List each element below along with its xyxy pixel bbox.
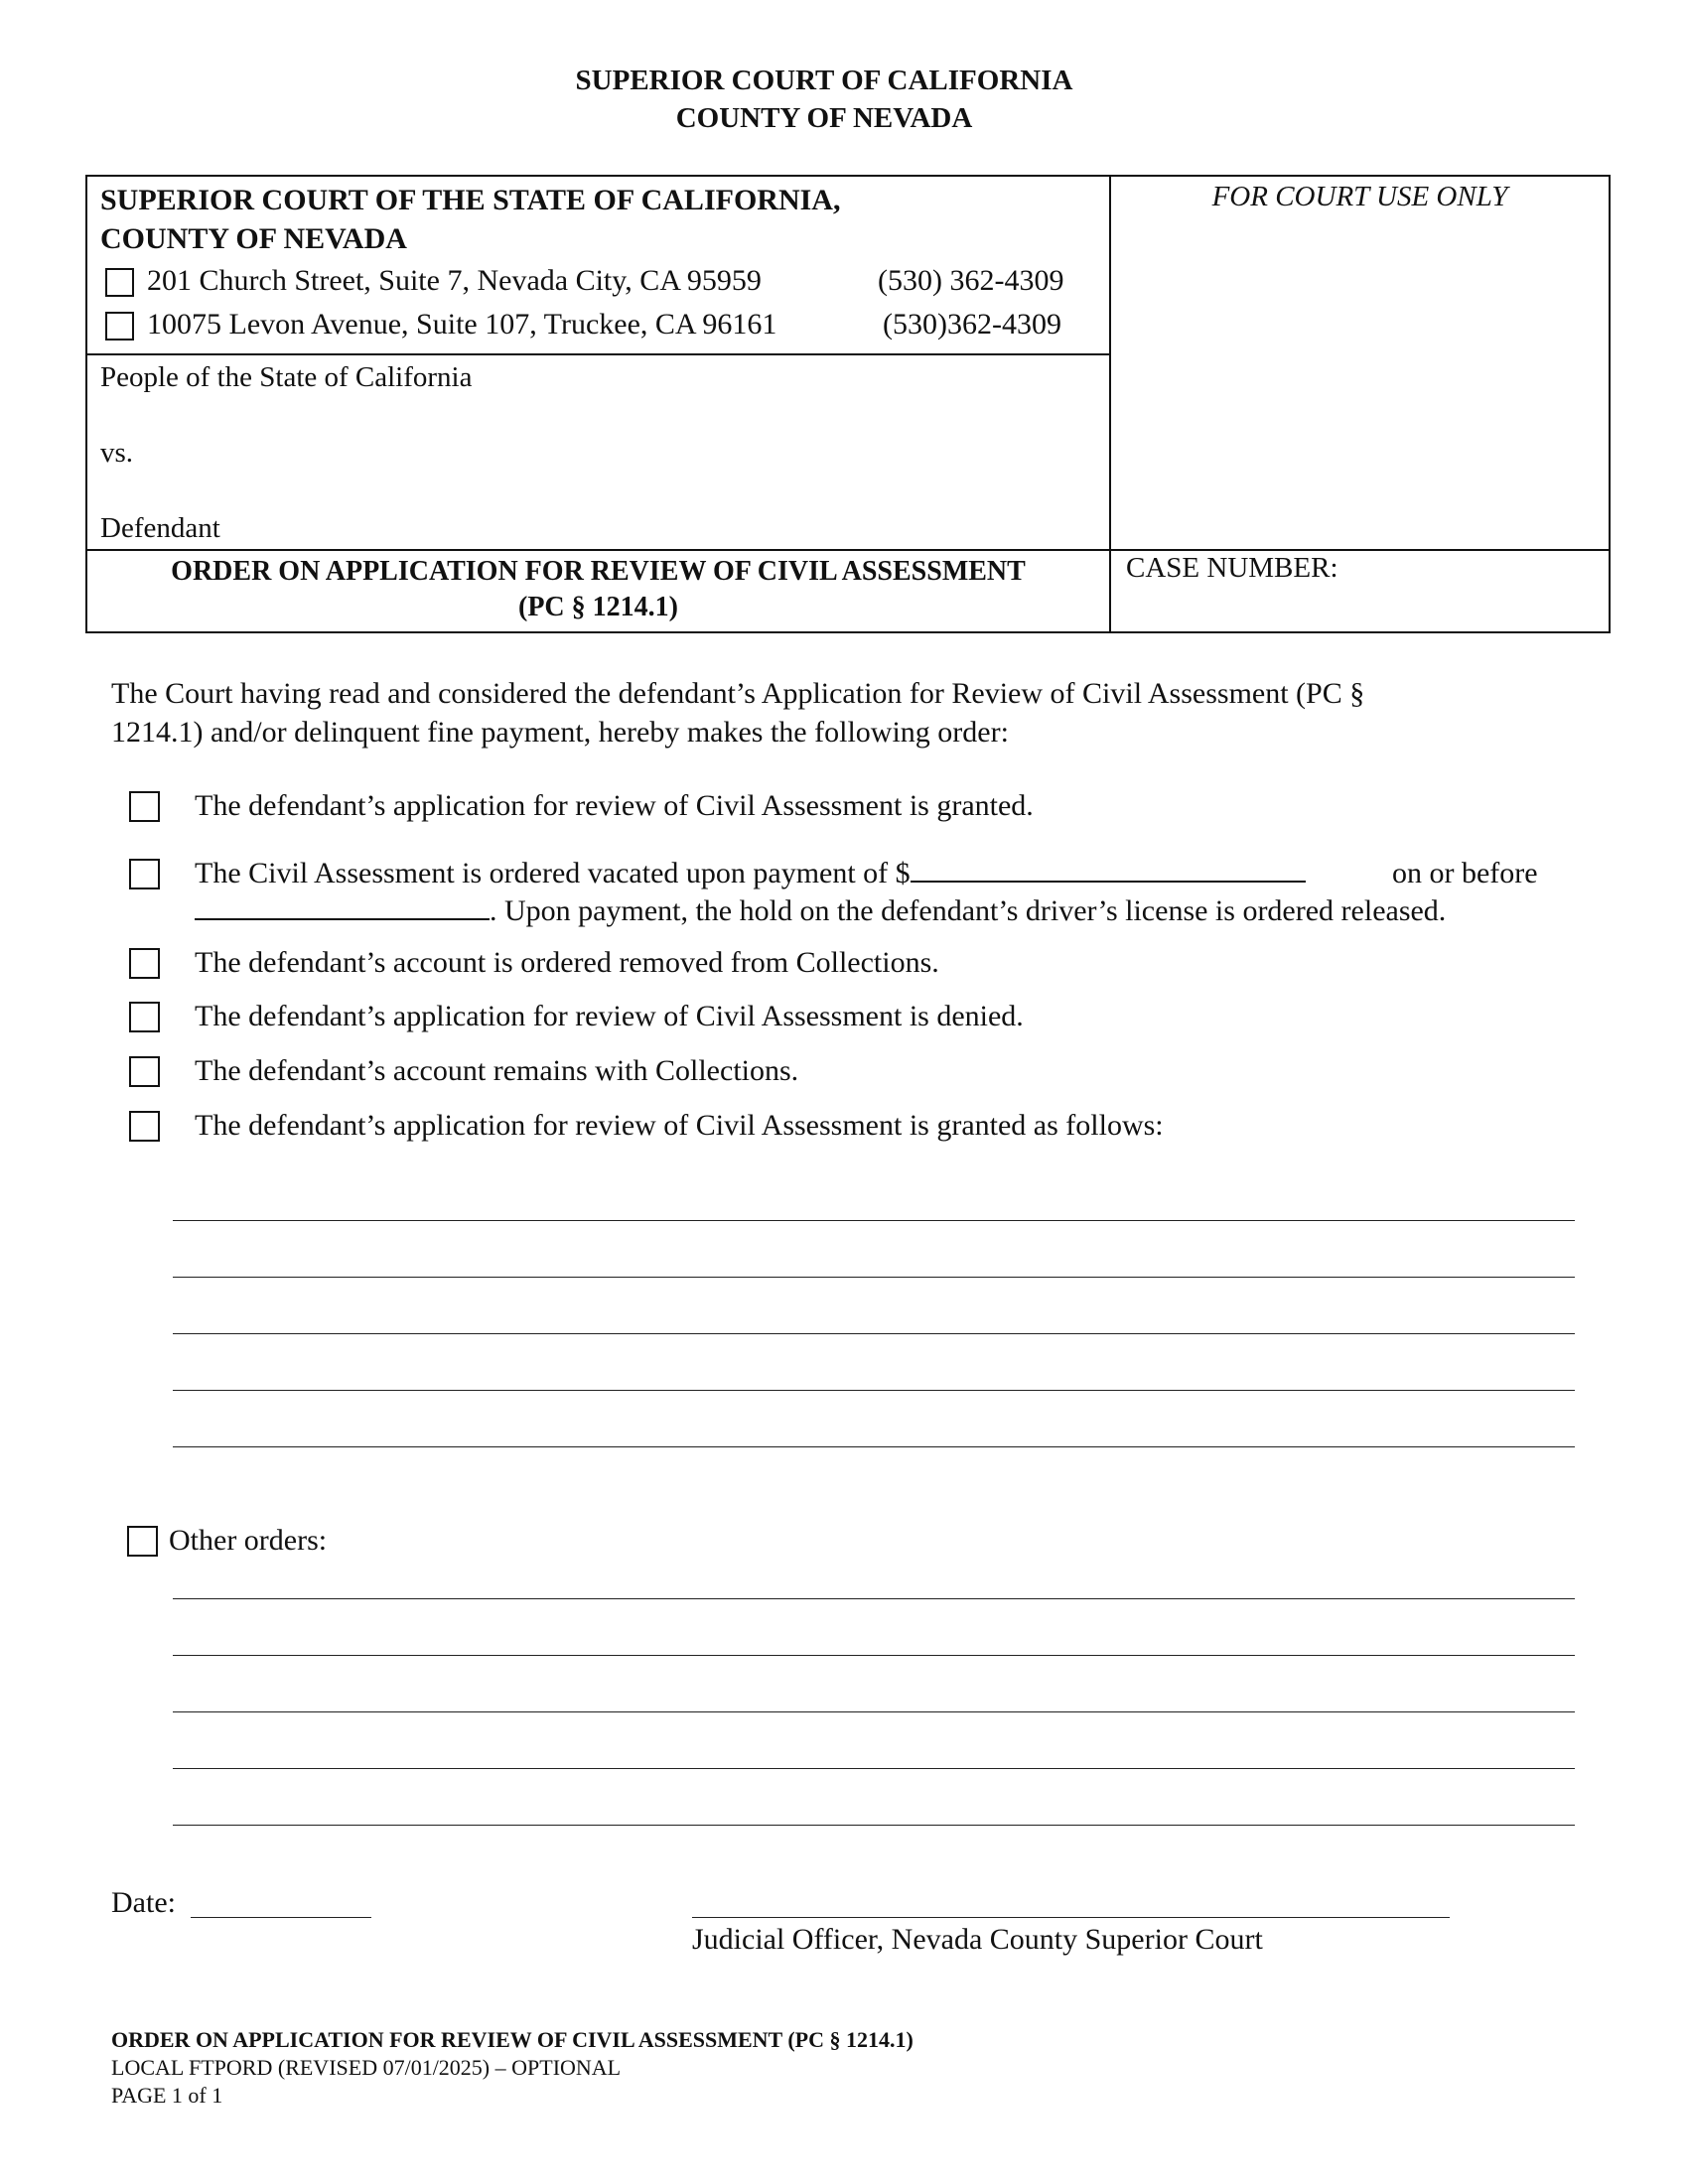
caption-court-name (100, 181, 840, 258)
caption-court-line-2: COUNTY OF NEVADA (100, 222, 407, 255)
page-footer (111, 2026, 914, 2110)
granted-option: The defendant’s application for review of Civil Assessment is granted. (195, 789, 1034, 822)
footer-form-id: LOCAL FTPORD (REVISED 07/01/2025) – OPTIONAL (111, 2055, 622, 2080)
payment-date-field[interactable] (195, 893, 490, 920)
caption-court-line-1: SUPERIOR COURT OF THE STATE OF CALIFORNIA, (100, 184, 841, 216)
heading-line-2: COUNTY OF NEVADA (675, 102, 973, 134)
caption-order-title-line-1: ORDER ON APPLICATION FOR REVIEW OF CIVIL ASSESSMENT (171, 556, 1026, 587)
vacated-option-line-1 (195, 855, 1306, 892)
remains-checkbox[interactable] (129, 1056, 160, 1087)
denied-option: The defendant’s application for review of Civil Assessment is denied. (195, 1000, 1024, 1032)
plaintiff-name: People of the State of California (100, 361, 473, 393)
defendant-label: Defendant (100, 512, 220, 544)
truckee-address: 10075 Levon Avenue, Suite 107, Truckee, CA 96161 (147, 308, 777, 341)
footer-form-title: ORDER ON APPLICATION FOR REVIEW OF CIVIL ASSESSMENT (PC § 1214.1) (111, 2027, 914, 2052)
truckee-location-checkbox[interactable] (105, 312, 134, 341)
vacated-checkbox[interactable] (129, 859, 160, 889)
removed-checkbox[interactable] (129, 948, 160, 979)
case-number-label: CASE NUMBER: (1126, 552, 1338, 584)
nevada-city-address: 201 Church Street, Suite 7, Nevada City, CA 95959 (147, 264, 762, 297)
other-orders-label: Other orders: (169, 1524, 328, 1557)
intro-line-1: The Court having read and considered the defendant’s Application for Review of Civil Assessment (PC § (111, 677, 1365, 710)
truckee-phone: (530)362-4309 (883, 308, 1061, 341)
granted-as-follows-option: The defendant’s application for review of Civil Assessment is granted as follows: (195, 1109, 1164, 1142)
caption-order-title-line-2: (PC § 1214.1) (518, 592, 678, 622)
judicial-officer-label: Judicial Officer, Nevada County Superior Court (692, 1923, 1263, 1956)
date-label: Date: (111, 1886, 176, 1919)
intro-paragraph (111, 674, 1364, 751)
intro-line-2: 1214.1) and/or delinquent fine payment, hereby makes the following order: (111, 716, 1009, 749)
denied-checkbox[interactable] (129, 1002, 160, 1032)
court-use-only-label: FOR COURT USE ONLY (1211, 181, 1508, 212)
granted-checkbox[interactable] (129, 791, 160, 822)
vacated-text: The Civil Assessment is ordered vacated upon payment of $ (195, 857, 911, 889)
other-orders-checkbox[interactable] (127, 1526, 158, 1557)
vacated-option-line-2 (195, 892, 1446, 930)
caption-order-title (87, 554, 1109, 625)
date-field[interactable] (191, 1917, 371, 1918)
granted-as-follows-checkbox[interactable] (129, 1111, 160, 1142)
remains-option: The defendant’s account remains with Collections. (195, 1054, 799, 1087)
versus-label: vs. (100, 437, 134, 469)
heading-line-1: SUPERIOR COURT OF CALIFORNIA (575, 65, 1073, 96)
nevada-city-phone: (530) 362-4309 (878, 264, 1064, 297)
vacated-release-text: . Upon payment, the hold on the defendant’s driver’s license is ordered released. (490, 894, 1447, 927)
signature-line[interactable] (692, 1917, 1450, 1918)
nevada-city-location-checkbox[interactable] (105, 268, 134, 297)
footer-page-number: PAGE 1 of 1 (111, 2083, 223, 2108)
on-or-before-label: on or before (1392, 857, 1538, 889)
document-heading (0, 62, 1648, 137)
removed-option: The defendant’s account is ordered removed from Collections. (195, 946, 939, 979)
payment-amount-field[interactable] (911, 856, 1306, 883)
